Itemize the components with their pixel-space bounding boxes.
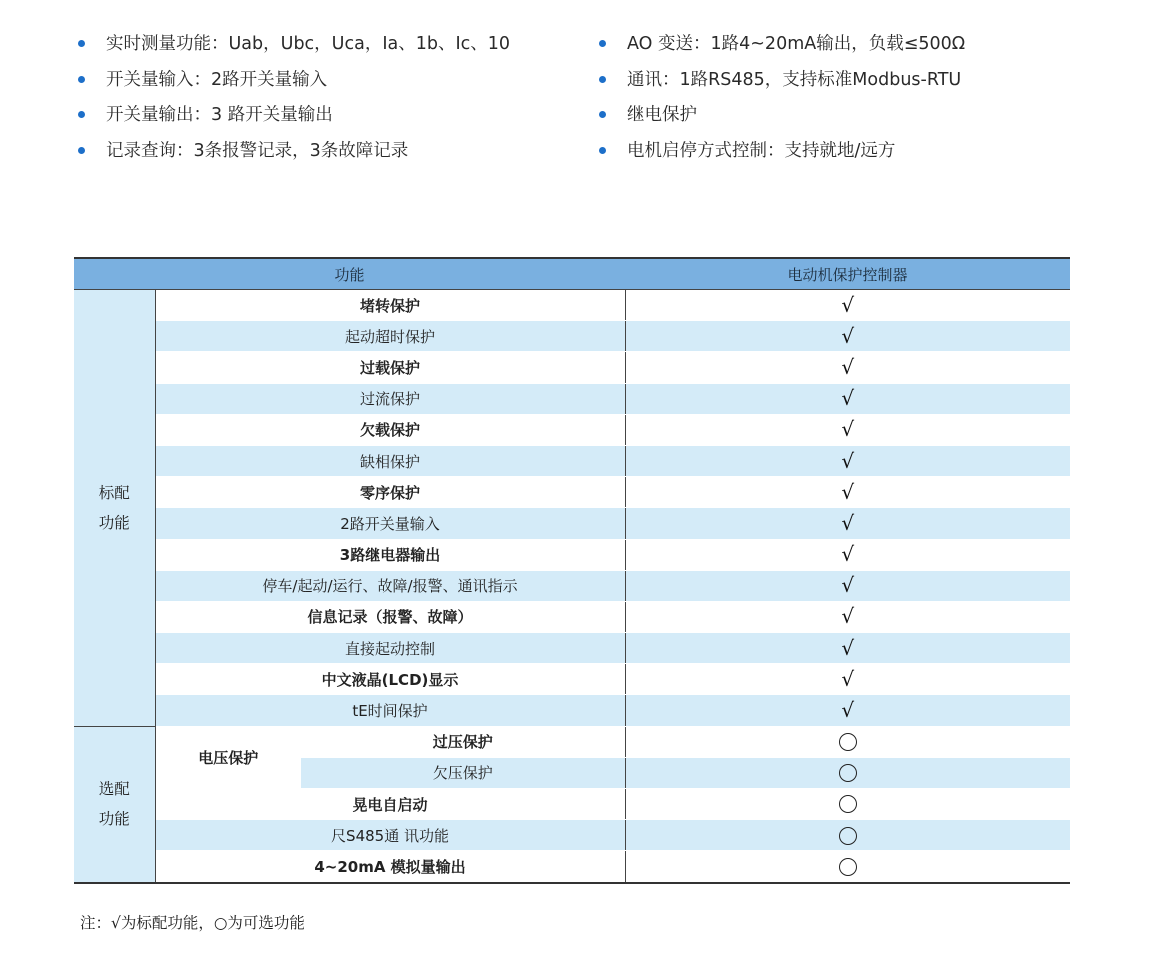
check-icon: √ <box>841 542 855 567</box>
circle-icon <box>839 795 857 813</box>
table-row <box>74 414 1070 445</box>
table-row <box>74 820 1070 851</box>
check-icon: √ <box>841 354 855 379</box>
check-icon: √ <box>841 573 855 598</box>
bullet-icon <box>599 76 606 83</box>
function-name: 中文液晶(LCD)显示 <box>155 664 625 695</box>
table-row <box>74 726 1070 757</box>
feature-item <box>599 30 965 66</box>
optional-mark-cell <box>625 851 1070 883</box>
table-row <box>74 851 1070 883</box>
function-name: 晃电自启动 <box>155 789 625 820</box>
feature-text: AO 变送：1路4~20mA输出，负载≤500Ω <box>627 34 966 54</box>
bullet-icon <box>599 147 606 154</box>
feature-text: 开关量输出：3 路开关量输出 <box>106 105 333 125</box>
feature-column-left <box>78 30 510 172</box>
check-icon: √ <box>841 666 855 691</box>
standard-mark-cell <box>625 477 1070 508</box>
optional-mark-cell <box>625 789 1070 820</box>
function-name: 信息记录（报警、故障） <box>155 601 625 632</box>
table-header-row <box>74 258 1070 290</box>
table-row <box>74 664 1070 695</box>
table-row <box>74 321 1070 352</box>
feature-item <box>599 66 965 102</box>
standard-mark-cell <box>625 352 1070 383</box>
check-icon: √ <box>841 323 855 348</box>
function-table <box>74 257 1070 884</box>
standard-mark-cell <box>625 570 1070 601</box>
function-name: 尺S485通 讯功能 <box>155 820 625 851</box>
circle-icon <box>839 733 857 751</box>
table-row <box>74 508 1070 539</box>
function-name: 3路继电器输出 <box>155 539 625 570</box>
function-name: tE时间保护 <box>155 695 625 726</box>
bullet-icon <box>599 111 606 118</box>
header-product: 电动机保护控制器 <box>625 258 1070 290</box>
standard-mark-cell <box>625 383 1070 414</box>
function-name: 零序保护 <box>155 477 625 508</box>
standard-mark-cell <box>625 321 1070 352</box>
standard-mark-cell <box>625 664 1070 695</box>
feature-text: 开关量输入：2路开关量输入 <box>106 69 328 90</box>
check-icon: √ <box>841 386 855 411</box>
table-row <box>74 290 1070 321</box>
function-name: 4~20mA 模拟量输出 <box>155 851 625 883</box>
table-row <box>74 383 1070 414</box>
category-optional: 选配 功能 <box>74 726 155 882</box>
bullet-icon <box>78 76 85 83</box>
standard-mark-cell <box>625 414 1070 445</box>
feature-item <box>78 30 510 66</box>
check-icon: √ <box>841 292 855 317</box>
table-row <box>74 539 1070 570</box>
function-name: 过压保护 <box>301 726 625 757</box>
feature-item <box>78 101 510 137</box>
table-row <box>74 601 1070 632</box>
function-name: 直接起动控制 <box>155 633 625 664</box>
feature-item <box>78 66 510 102</box>
feature-text: 通讯：1路RS485，支持标准Modbus-RTU <box>627 69 962 90</box>
table-row <box>74 789 1070 820</box>
bullet-icon <box>599 40 606 47</box>
standard-mark-cell <box>625 445 1070 476</box>
feature-item <box>78 137 510 173</box>
optional-mark-cell <box>625 820 1070 851</box>
check-icon: √ <box>841 635 855 660</box>
circle-icon <box>839 858 857 876</box>
feature-text: 继电保护 <box>627 105 697 125</box>
circle-icon <box>839 764 857 782</box>
function-name: 堵转保护 <box>155 290 625 321</box>
footnote: 注：√为标配功能，○为可选功能 <box>80 914 305 932</box>
table-row <box>74 695 1070 726</box>
optional-mark-cell <box>625 726 1070 757</box>
function-name: 欠载保护 <box>155 414 625 445</box>
function-name: 过载保护 <box>155 352 625 383</box>
standard-mark-cell <box>625 695 1070 726</box>
function-name: 停车/起动/运行、故障/报警、通讯指示 <box>155 570 625 601</box>
table-row <box>74 352 1070 383</box>
check-icon: √ <box>841 417 855 442</box>
check-icon: √ <box>841 698 855 723</box>
optional-mark-cell <box>625 757 1070 788</box>
check-icon: √ <box>841 448 855 473</box>
category-standard: 标配 功能 <box>74 290 155 727</box>
function-name: 缺相保护 <box>155 445 625 476</box>
circle-icon <box>839 827 857 845</box>
feature-list <box>78 30 1078 170</box>
voltage-group: 电压保护 <box>155 726 301 788</box>
standard-mark-cell <box>625 539 1070 570</box>
feature-item <box>599 101 965 137</box>
table-row <box>74 633 1070 664</box>
bullet-icon <box>78 111 85 118</box>
feature-column-right <box>599 30 965 172</box>
header-function: 功能 <box>74 258 625 290</box>
function-name: 2路开关量输入 <box>155 508 625 539</box>
standard-mark-cell <box>625 633 1070 664</box>
function-table-body <box>74 258 1070 883</box>
function-name: 欠压保护 <box>301 757 625 788</box>
feature-item <box>599 137 965 173</box>
table-row <box>74 477 1070 508</box>
table-row <box>74 445 1070 476</box>
function-name: 起动超时保护 <box>155 321 625 352</box>
bullet-icon <box>78 147 85 154</box>
bullet-icon <box>78 40 85 47</box>
function-name: 过流保护 <box>155 383 625 414</box>
feature-text: 实时测量功能：Uab，Ubc，Uca，Ia、1b、Ic、10 <box>106 34 511 54</box>
check-icon: √ <box>841 604 855 629</box>
standard-mark-cell <box>625 601 1070 632</box>
check-icon: √ <box>841 479 855 504</box>
standard-mark-cell <box>625 508 1070 539</box>
standard-mark-cell <box>625 290 1070 321</box>
table-row <box>74 570 1070 601</box>
feature-text: 记录查询：3条报警记录，3条故障记录 <box>106 140 409 161</box>
check-icon: √ <box>841 510 855 535</box>
feature-text: 电机启停方式控制：支持就地/远方 <box>627 140 896 161</box>
